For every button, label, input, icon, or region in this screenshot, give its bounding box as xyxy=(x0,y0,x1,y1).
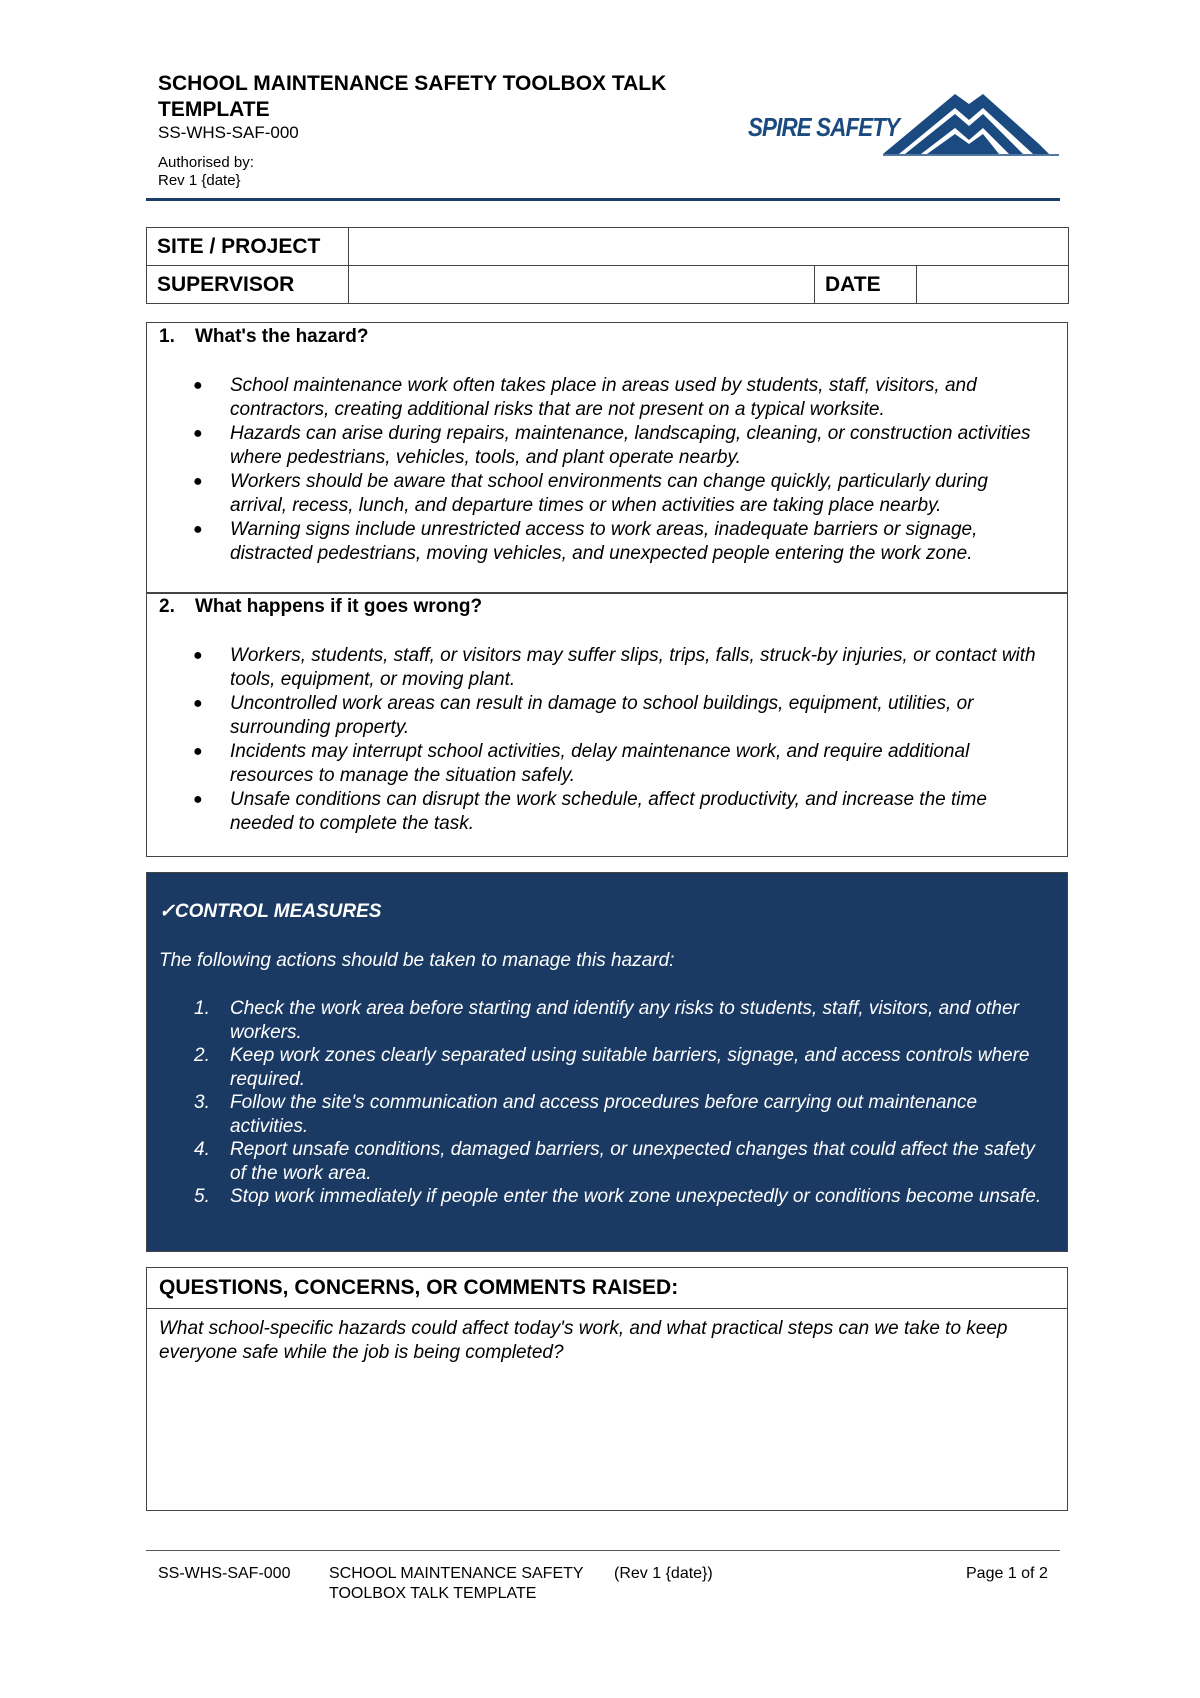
header-divider xyxy=(146,198,1060,201)
mountain-logo-icon xyxy=(883,90,1061,158)
supervisor-field[interactable] xyxy=(349,266,815,304)
site-details-table xyxy=(146,227,1069,304)
hazard-heading xyxy=(159,325,368,349)
list-item: ● Hazards can arise during repairs, maintenance, landscaping, cleaning, or construction activities where pedestrians, vehicles, tools, and plant operate nearby. xyxy=(193,423,1031,468)
list-item: ● Warning signs include unrestricted access to work areas, inadequate barriers or signage, distracted pedestrians, moving vehicles, and unexpected people entering the work zone. xyxy=(193,519,978,564)
control-measures-intro: The following actions should be taken to manage this hazard: xyxy=(159,950,675,971)
logo-text: SPIRE SAFETY xyxy=(748,112,900,142)
list-item: ● Workers should be aware that school environments can change quickly, particularly during arrival, recess, lunch, and departure times or when activities are taking place nearby. xyxy=(193,471,988,516)
list-item: ● Workers, students, staff, or visitors may suffer slips, trips, falls, struck-by injuries, or contact with tools, equipment, or moving plant. xyxy=(193,645,1036,690)
list-item: 4. Report unsafe conditions, damaged barriers, or unexpected changes that could affect the safety of the work area. xyxy=(194,1139,1035,1184)
hazard-list xyxy=(147,374,1047,566)
list-item: 1. Check the work area before starting and identify any risks to students, staff, visitors, and other workers. xyxy=(194,998,1019,1043)
footer-divider xyxy=(146,1550,1060,1551)
list-item: 5. Stop work immediately if people enter the work zone unexpectedly or conditions become unsafe. xyxy=(194,1186,1042,1207)
control-measures-panel xyxy=(146,872,1068,1252)
questions-prompt[interactable]: What school-specific hazards could affect today's work, and what practical steps can we take to keep everyone safe while the job is being completed? xyxy=(159,1318,1008,1363)
date-field[interactable] xyxy=(917,266,1069,304)
consequence-list xyxy=(147,644,1047,836)
consequence-number: 2. xyxy=(159,596,175,617)
footer-revision: (Rev 1 {date}) xyxy=(614,1565,713,1582)
control-measures-list xyxy=(147,997,1067,1209)
site-project-field[interactable] xyxy=(349,228,1069,266)
consequence-section xyxy=(146,592,1068,857)
footer-title: SCHOOL MAINTENANCE SAFETY TOOLBOX TALK TEMPLATE xyxy=(329,1565,584,1602)
consequence-heading xyxy=(159,595,482,619)
hazard-number: 1. xyxy=(159,326,175,347)
consequence-title: What happens if it goes wrong? xyxy=(195,596,483,617)
questions-heading: QUESTIONS, CONCERNS, OR COMMENTS RAISED: xyxy=(147,1268,1067,1309)
list-item: ● Incidents may interrupt school activities, delay maintenance work, and require additional resources to manage the situation safely. xyxy=(193,741,970,786)
document-title: SCHOOL MAINTENANCE SAFETY TOOLBOX TALK TEMPLATE xyxy=(158,72,667,121)
supervisor-label: SUPERVISOR xyxy=(147,266,349,304)
site-project-label: SITE / PROJECT xyxy=(147,228,349,266)
list-item: 2. Keep work zones clearly separated using suitable barriers, signage, and access controls where required. xyxy=(194,1045,1030,1090)
hazard-section xyxy=(146,322,1068,594)
list-item: ● Uncontrolled work areas can result in damage to school buildings, equipment, utilities, or surrounding property. xyxy=(193,693,974,738)
questions-section xyxy=(146,1267,1068,1511)
list-item: 3. Follow the site's communication and access procedures before carrying out maintenance activities. xyxy=(194,1092,978,1137)
revision-label: Rev 1 {date} xyxy=(158,172,241,189)
control-measures-title: ✓CONTROL MEASURES xyxy=(159,901,382,922)
date-label: DATE xyxy=(815,266,917,304)
footer-page-number: Page 1 of 2 xyxy=(966,1565,1048,1582)
authorised-by-label: Authorised by: xyxy=(158,154,254,171)
footer-doc-code: SS-WHS-SAF-000 xyxy=(158,1565,291,1582)
hazard-title: What's the hazard? xyxy=(195,326,369,347)
list-item: ● Unsafe conditions can disrupt the work schedule, affect productivity, and increase the time needed to complete the task. xyxy=(193,789,987,834)
list-item: ● School maintenance work often takes place in areas used by students, staff, visitors, and contractors, creating additional risks that are not present on a typical worksite. xyxy=(193,375,977,420)
spire-safety-logo xyxy=(748,90,1060,158)
document-code: SS-WHS-SAF-000 xyxy=(158,123,299,142)
